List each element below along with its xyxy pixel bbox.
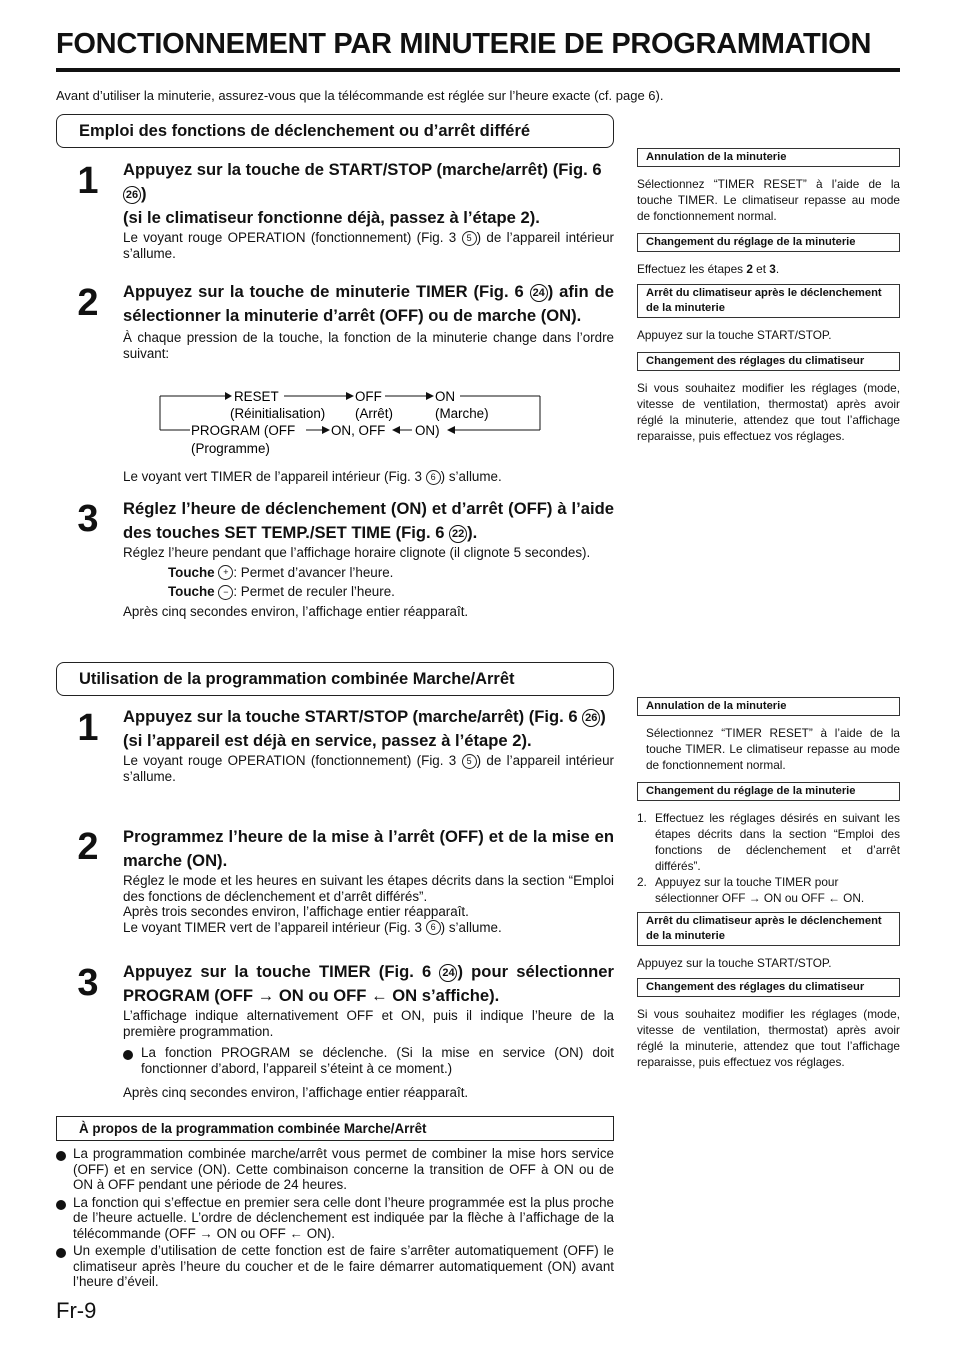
s1-step2 <box>123 280 614 361</box>
diagram-program-fr: (Programme) <box>191 441 270 456</box>
arrow-right-icon: → <box>748 891 761 905</box>
fig-ref: 22 <box>449 525 467 543</box>
fig-ref: 6 <box>426 920 441 935</box>
side1-text-stop: Appuyez sur la touche START/STOP. <box>637 328 832 342</box>
s2-step1-number: 1 <box>77 707 99 749</box>
s2-step3-after: Après cinq secondes environ, l’affichage entier réapparaît. <box>123 1085 469 1100</box>
minus-icon: − <box>218 585 233 600</box>
bullet-icon <box>123 1050 133 1060</box>
about-item: Un exemple d’utilisation de cette fonction est de faire s’arrêter automatiquement (OFF) le climatiseur après l’heure du coucher et de le faire démarrer automatiquement (ON) avant l’heure d’éveil. <box>56 1243 614 1290</box>
s1-step1-number: 1 <box>77 160 99 202</box>
plus-icon: + <box>218 565 233 580</box>
about-item: La programmation combinée marche/arrêt vous permet de combiner la mise hors service (OFF) et en service (ON). Cette combinaison concerne la transition de OFF à ON ou de ON à OFF pendant une période de 24 heures. <box>56 1146 614 1193</box>
s2-step2 <box>123 825 614 935</box>
s1-step2-body: À chaque pression de la touche, la fonction de la minuterie change dans l’ordre suivant: <box>123 330 614 361</box>
s1-step2-after: Le voyant vert TIMER de l’appareil intérieur (Fig. 3 6 ) s’allume. <box>123 469 502 484</box>
s2-step2-number: 2 <box>77 826 99 868</box>
arrow-left-icon: ← <box>289 1225 303 1241</box>
fig-ref: 5 <box>462 754 477 769</box>
bullet-icon <box>56 1200 66 1210</box>
diagram-on-fr: (Marche) <box>435 406 489 421</box>
s2-step2-body3: Le voyant TIMER vert de l’appareil intérieur (Fig. 3 6 ) s’allume. <box>123 919 502 935</box>
s1-step1-body: Le voyant rouge OPERATION (fonctionnement) (Fig. 3 5 ) de l’appareil intérieur s’allume. <box>123 230 614 261</box>
fig-ref: 24 <box>439 964 457 982</box>
section2-heading: Utilisation de la programmation combinée Marche/Arrêt <box>56 662 614 696</box>
side1-box-cancel: Annulation de la minuterie <box>637 148 900 167</box>
section1-heading: Emploi des fonctions de déclenchement ou d’arrêt différé <box>56 114 614 148</box>
side2-text-cancel: Sélectionnez “TIMER RESET” à l’aide de la touche TIMER. Le climatiseur repasse au mode de fonctionnement normal. <box>646 726 900 772</box>
side2-box-settings: Changement des réglages du climatiseur <box>637 978 900 997</box>
about-list <box>56 1146 614 1290</box>
side1-text-cancel: Sélectionnez “TIMER RESET” à l’aide de la touche TIMER. Le climatiseur repasse au mode de fonctionnement normal. <box>637 177 900 223</box>
side2-item1: 1. Effectuez les réglages désirés en suivant les étapes décrits dans la section “Emploi des fonctions de déclenchement et d’arrêt différés”. <box>637 811 900 873</box>
arrow-right-icon: → <box>199 1225 213 1241</box>
side2-item2: 2. Appuyez sur la touche TIMER pour sélectionner OFF → ON ou OFF ← ON. <box>637 875 865 905</box>
touche-minus-line: Touche − : Permet de reculer l’heure. <box>168 584 395 600</box>
side1-text-change: Effectuez les étapes 2 et 3. <box>637 262 780 276</box>
diagram-program-end: ON) <box>415 423 440 438</box>
diagram-reset: RESET <box>234 389 279 404</box>
side2-text-settings: Si vous souhaitez modifier les réglages (mode, vitesse de ventilation, thermostat) après avoir réglé la minuterie, attendez que tout l’affichage reparaisse, puis effectuez vos réglages. <box>637 1007 900 1069</box>
side1-box-change: Changement du réglage de la minuterie <box>637 233 900 252</box>
fig-ref: 6 <box>426 470 441 485</box>
touche-plus-line: Touche + : Permet d’avancer l’heure. <box>168 564 394 580</box>
page-title: FONCTIONNEMENT PAR MINUTERIE DE PROGRAMMATION <box>56 28 872 60</box>
s2-step1-heading-b: (si l’appareil est déjà en service, passez à l’étape 2). <box>123 731 532 750</box>
s1-step3 <box>123 497 614 620</box>
s2-step3 <box>123 960 614 1101</box>
arrow-right-icon: → <box>257 986 275 1005</box>
arrow-left-icon: ← <box>371 986 388 1005</box>
diagram-reset-fr: (Réinitialisation) <box>230 406 326 421</box>
s2-step3-heading: Appuyez sur la touche TIMER (Fig. 6 24 ) pour sélectionner PROGRAM (OFF → ON ou OFF ← ON s’affiche). <box>123 962 614 1005</box>
diagram-program-mid: ON, OFF <box>331 423 386 438</box>
s2-step3-bullet: La fonction PROGRAM se déclenche. (Si la mise en service (ON) doit fonctionner d’abord, l’appareil s’éteint à ce moment.) <box>123 1045 614 1076</box>
side1-box-stop: Arrêt du climatiseur après le déclenchement de la minuterie <box>637 284 900 318</box>
intro-text: Avant d’utiliser la minuterie, assurez-vous que la télécommande est réglée sur l’heure exacte (cf. page 6). <box>56 88 664 103</box>
s1-step1-heading-b: (si le climatiseur fonctionne déjà, passez à l’étape 2). <box>123 208 540 227</box>
s2-step1-body: Le voyant rouge OPERATION (fonctionnement) (Fig. 3 5 ) de l’appareil intérieur s’allume. <box>123 753 614 784</box>
page-number: Fr-9 <box>56 1298 97 1323</box>
s2-step3-number: 3 <box>77 962 99 1004</box>
fig-ref: 26 <box>582 709 600 727</box>
fig-ref: 24 <box>530 284 548 302</box>
side2-box-stop: Arrêt du climatiseur après le déclenchement de la minuterie <box>637 912 900 946</box>
bullet-icon <box>56 1151 66 1161</box>
side1-text-settings: Si vous souhaitez modifier les réglages (mode, vitesse de ventilation, thermostat) après avoir réglé la minuterie, attendez que tout l’affichage reparaisse, puis effectuez vos réglages. <box>637 381 900 443</box>
s1-step2-number: 2 <box>77 282 99 324</box>
s1-step2-heading: Appuyez sur la touche de minuterie TIMER (Fig. 6 24 ) afin de sélectionner la minuterie d’arrêt (OFF) ou de marche (ON). <box>123 282 614 325</box>
s1-step3-after: Après cinq secondes environ, l’affichage entier réapparaît. <box>123 604 469 620</box>
side-column-1 <box>637 148 900 444</box>
s2-step1-heading: Appuyez sur la touche START/STOP (marche/arrêt) (Fig. 6 26 ) <box>123 707 606 726</box>
side2-text-stop: Appuyez sur la touche START/STOP. <box>637 956 832 970</box>
s1-step3-body: Réglez l’heure pendant que l’affichage horaire clignote (il clignote 5 secondes). <box>123 545 591 560</box>
s2-step2-body2: Après trois secondes environ, l’affichage entier réapparaît. <box>123 904 469 919</box>
s1-step1 <box>123 158 614 261</box>
s2-step1 <box>123 705 614 784</box>
s2-step3-body: L’affichage indique alternativement OFF et ON, puis il indique l’heure de la première programmation. <box>123 1008 614 1039</box>
timer-cycle-diagram <box>150 384 550 462</box>
s2-step2-body1: Réglez le mode et les heures en suivant les étapes décrits dans la section “Emploi des fonctions de déclenchement et d’arrêt différés”. <box>123 873 614 904</box>
diagram-off: OFF <box>355 389 382 404</box>
s1-step1-heading: Appuyez sur la touche de START/STOP (marche/arrêt) (Fig. 6 26 ) <box>123 160 602 203</box>
s1-step3-number: 3 <box>77 498 99 540</box>
side1-box-settings: Changement des réglages du climatiseur <box>637 352 900 371</box>
fig-ref: 5 <box>462 231 477 246</box>
diagram-off-fr: (Arrêt) <box>355 406 393 421</box>
s1-step3-heading: Réglez l’heure de déclenchement (ON) et d’arrêt (OFF) à l’aide des touches SET TEMP./SET TIME (Fig. 6 22 ). <box>123 499 614 542</box>
side2-box-cancel: Annulation de la minuterie <box>637 697 900 716</box>
bullet-icon <box>56 1248 66 1258</box>
diagram-program: PROGRAM (OFF <box>191 423 296 438</box>
s2-step2-heading: Programmez l’heure de la mise à l’arrêt (OFF) et de la mise en marche (ON). <box>123 827 614 870</box>
diagram-on: ON <box>435 389 456 404</box>
arrow-left-icon: ← <box>828 891 840 905</box>
side2-box-change: Changement du réglage de la minuterie <box>637 782 900 801</box>
fig-ref: 26 <box>123 186 141 204</box>
about-item: La fonction qui s’effectue en premier sera celle dont l’heure programmée est la plus proche de l’heure actuelle. L’ordre de déclenchement est indiquée par la flèche à l’affichage de la télécommande (OFF → ON ou OFF ← ON). <box>56 1195 614 1242</box>
title-rule <box>56 68 900 72</box>
side-column-2 <box>637 697 900 1070</box>
about-box: À propos de la programmation combinée Marche/Arrêt <box>56 1116 614 1141</box>
